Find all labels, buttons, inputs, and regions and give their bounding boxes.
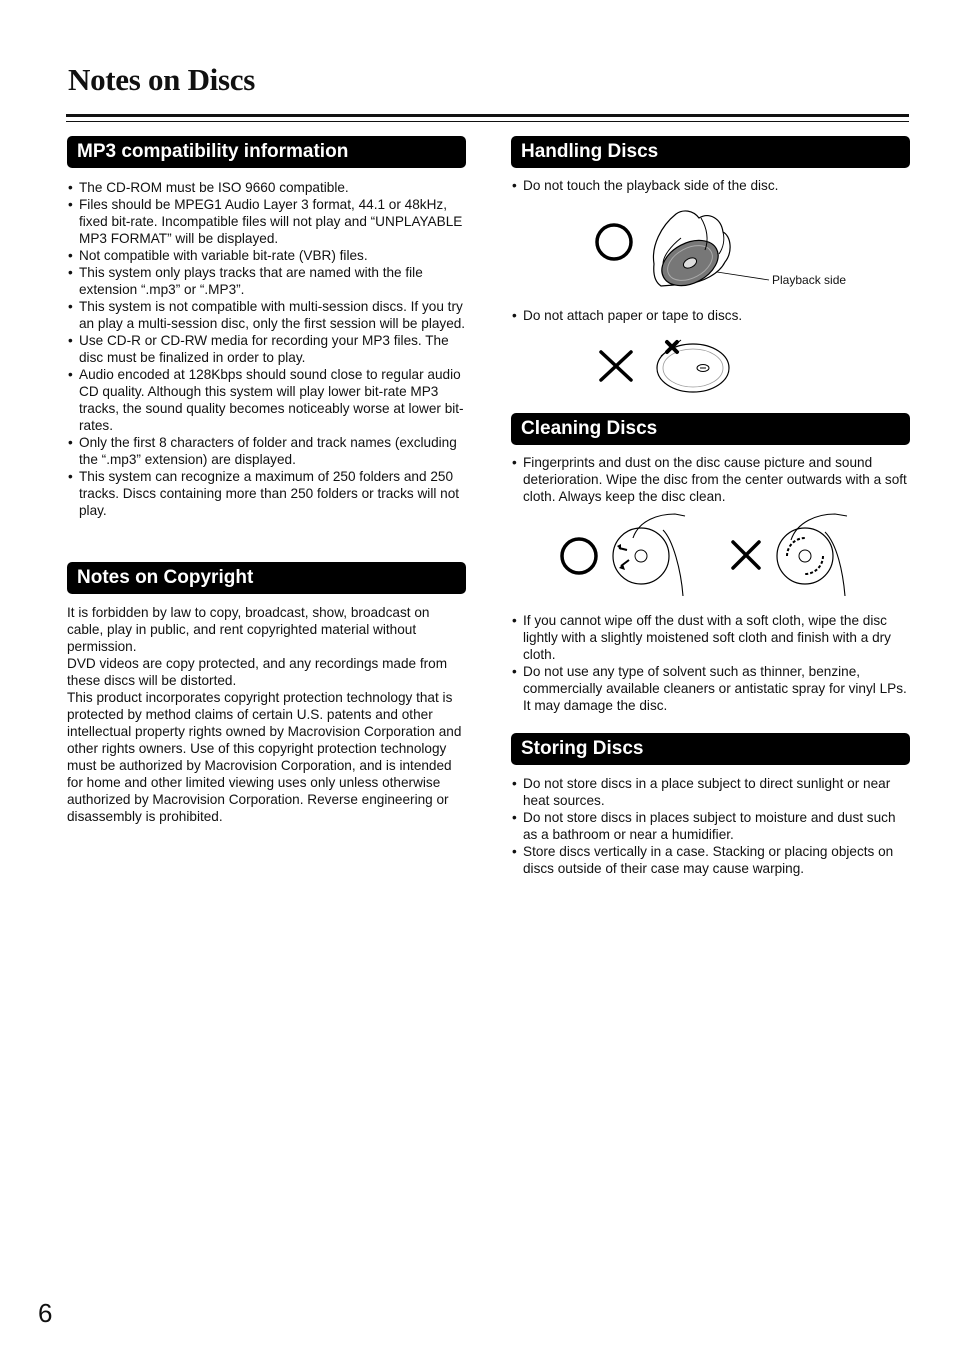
tape-disc-figure <box>591 334 741 398</box>
mp3-list <box>67 179 466 519</box>
list-item: • Files should be MPEG1 Audio Layer 3 format, 44.1 or 48kHz, fixed bit-rate. Incompatible files will not play and “UNPLAYABLE MP3 FORMAT” will be displayed. <box>67 196 466 247</box>
cleaning-list-2 <box>511 612 910 714</box>
list-item: • Not compatible with variable bit-rate (VBR) files. <box>67 247 466 264</box>
wipe-center-outward-icon <box>613 514 685 596</box>
list-item: • Audio encoded at 128Kbps should sound close to regular audio CD quality. Although this system will play lower bit-rate MP3 tracks, the sound quality becomes noticeably worse at lower bit-rates. <box>67 366 466 434</box>
right-column <box>511 136 910 896</box>
handling-section-heading: Handling Discs <box>511 136 910 168</box>
title-rule-thin <box>66 121 909 122</box>
list-item: • Use CD-R or CD-RW media for recording your MP3 files. The disc must be finalized in order to play. <box>67 332 466 366</box>
list-item: • Do not store discs in a place subject to direct sunlight or near heat sources. <box>511 775 910 809</box>
list-item: • Do not touch the playback side of the disc. <box>511 177 910 194</box>
list-item: • Store discs vertically in a case. Stacking or placing objects on discs outside of their case may cause warping. <box>511 843 910 877</box>
title-rule <box>66 114 909 117</box>
disc-with-tape-icon <box>657 340 729 392</box>
cleaning-list-1 <box>511 454 910 505</box>
copyright-text <box>67 604 466 825</box>
cleaning-disc-figure <box>555 510 855 606</box>
prohibited-x-icon <box>601 352 631 380</box>
list-item: • This system only plays tracks that are named with the file extension “.mp3” or “.MP3”. <box>67 264 466 298</box>
list-item: • Only the first 8 characters of folder and track names (excluding the “.mp3” extension) are displayed. <box>67 434 466 468</box>
handling-list-2 <box>511 307 910 324</box>
list-item: • If you cannot wipe off the dust with a soft cloth, wipe the disc lightly with a slightly moistened soft cloth and finish with a dry cloth. <box>511 612 910 663</box>
list-item: • Do not store discs in places subject to moisture and dust such as a bathroom or near a humidifier. <box>511 809 910 843</box>
storing-list <box>511 775 910 877</box>
list-item: • The CD-ROM must be ISO 9660 compatible. <box>67 179 466 196</box>
hand-holding-disc-icon <box>653 211 730 295</box>
page-title: Notes on Discs <box>68 62 255 97</box>
left-column <box>67 136 466 836</box>
mp3-section-heading: MP3 compatibility information <box>67 136 466 168</box>
list-item: • This system is not compatible with multi-session discs. If you try an play a multi-session disc, only the first session will be played. <box>67 298 466 332</box>
copyright-section-heading: Notes on Copyright <box>67 562 466 594</box>
list-item: • Do not attach paper or tape to discs. <box>511 307 910 324</box>
list-item: • This system can recognize a maximum of 250 folders and 250 tracks. Discs containing more than 250 folders or tracks will not play. <box>67 468 466 519</box>
list-item: • Fingerprints and dust on the disc cause picture and sound deterioration. Wipe the disc from the center outwards with a soft cloth. Always keep the disc clean. <box>511 454 910 505</box>
copyright-paragraph: DVD videos are copy protected, and any recordings made from these discs will be distorted. <box>67 656 448 688</box>
copyright-paragraph: It is forbidden by law to copy, broadcast, show, broadcast on cable, play in public, and rent copyrighted material without permission. <box>67 605 430 654</box>
ok-circle-icon <box>562 539 596 573</box>
ok-circle-icon <box>597 225 631 259</box>
page-number: 6 <box>38 1298 53 1328</box>
handling-list-1 <box>511 177 910 194</box>
cleaning-section-heading: Cleaning Discs <box>511 413 910 445</box>
prohibited-x-icon <box>733 542 759 568</box>
copyright-paragraph: This product incorporates copyright protection technology that is protected by method claims of certain U.S. patents and other intellectual property rights owned by Macrovision Corporation and other rights owners. Use of this copyright protection technology must be authorized by Macrovision Corporation, and is intended for home and other limited viewing uses only unless otherwise authorized by Macrovision Corporation. Reverse engineering or disassembly is prohibited. <box>67 690 462 824</box>
playback-side-label: Playback side <box>772 273 847 287</box>
list-item: • Do not use any type of solvent such as thinner, benzine, commercially available cleaners or antistatic spray for vinyl LPs. It may damage the disc. <box>511 663 910 714</box>
storing-section-heading: Storing Discs <box>511 733 910 765</box>
wipe-circular-icon <box>777 514 847 596</box>
